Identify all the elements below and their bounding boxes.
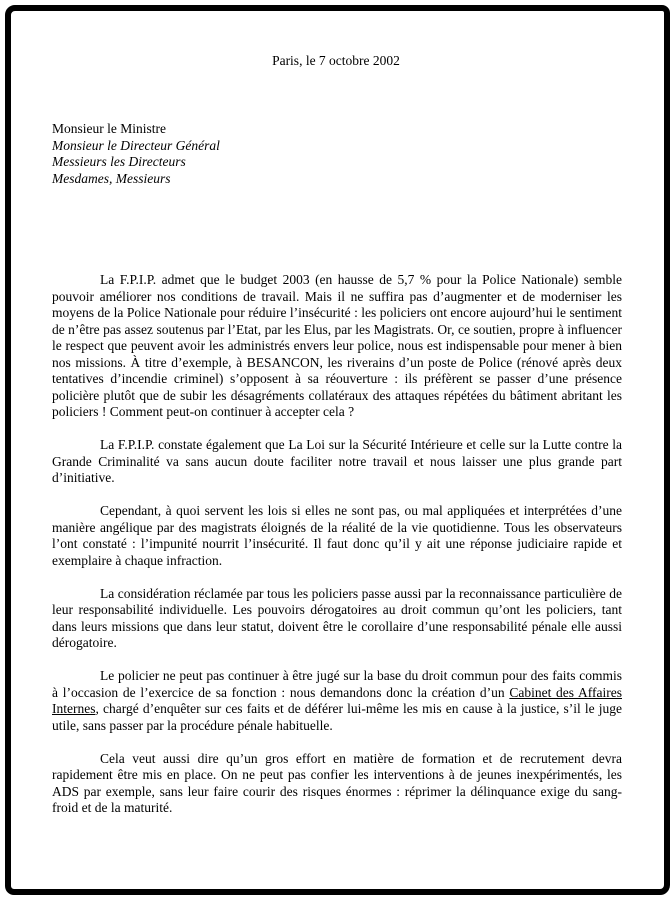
letter-body (52, 272, 622, 833)
recipient-line: Mesdames, Messieurs (52, 170, 171, 186)
underlined-term: Cabinet des Affaires (509, 684, 622, 700)
paragraph-magistrates: Cependant, à quoi servent les lois si elles ne sont pas, ou mal appliquées et interprétées d’une manière angélique par des magistrats éloignés de la réalité de la vie quotidienne. Tous les observateurs l’ont constaté : l’impunité nourrit l’insécurité. Il faut donc qu’il y ait une réponse judiciaire rapide et exemplaire à chaque infraction. (52, 503, 622, 568)
paragraph-laws: La F.P.I.P. constate également que La Loi sur la Sécurité Intérieure et celle sur la Lutte contre la Grande Criminalité va sans aucun doute faciliter notre travail et nous laisser une plus grande part d’initiative. (52, 437, 622, 485)
paragraph-internal-affairs (52, 668, 622, 734)
date-line: Paris, le 7 octobre 2002 (272, 53, 400, 68)
paragraph-text: Le policier ne peut pas continuer à être jugé sur la base du droit commun pour des faits commis à l’occasion de l’exercice de sa fonction : nous demandons donc la création d’un (52, 668, 622, 700)
underlined-term: Internes (52, 701, 96, 716)
paragraph-training: Cela veut aussi dire qu’un gros effort en matière de formation et de recrutement devra rapidement être mis en place. On ne peut pas confier les interventions à de jeunes inexpérimentés, les ADS par exemple, sans leur faire courir des risques énormes : réprimer la délinquance exige du sang-froid et de la maturité. (52, 750, 622, 815)
recipient-line: Monsieur le Directeur Général (52, 137, 220, 153)
paragraph-responsibility: La considération réclamée par tous les policiers passe aussi par la reconnaissance particulière de leur responsabilité individuelle. Les pouvoirs dérogatoires au droit commun qu’ont les policiers, tant dans leurs missions que dans leur statut, doivent être le corollaire d’une responsabilité pénale elle aussi dérogatoire. (52, 585, 622, 650)
paragraph-budget: La F.P.I.P. admet que le budget 2003 (en hausse de 5,7 % pour la Police Nationale) semble pouvoir améliorer nos conditions de travail. Mais il ne suffira pas d’augmenter et de moderniser les moyens de la Police Nationale pour réduire l’insécurité : les policiers ont encore aujourd’hui le sentiment de n’être pas assez soutenus par l’Etat, par les Elus, par les Magistrats. Or, ce soutien, propre à influencer le respect que peuvent avoir les administrés envers leur police, nous est indispensable pour mener à bien nos missions. À titre d’exemple, à BESANCON, les riverains d’un poste de Police (rénové après deux tentatives d’incendie criminel) s’opposent à sa réouverture : ils préfèrent se passer d’une présence policière plutôt que de subir les désagréments collatéraux des attaques répétées du bâtiment abritant les policiers ! Comment peut-on continuer à accepter cela ? (52, 272, 622, 419)
recipient-line: Monsieur le Ministre (52, 121, 166, 136)
paragraph-text: , chargé d’enquêter sur ces faits et de déférer lui-même les mis en cause à la justice, s’il le juge utile, sans passer par la procédure pénale habituelle. (52, 701, 622, 733)
recipient-line: Messieurs les Directeurs (52, 154, 186, 169)
recipients-block (52, 121, 220, 187)
